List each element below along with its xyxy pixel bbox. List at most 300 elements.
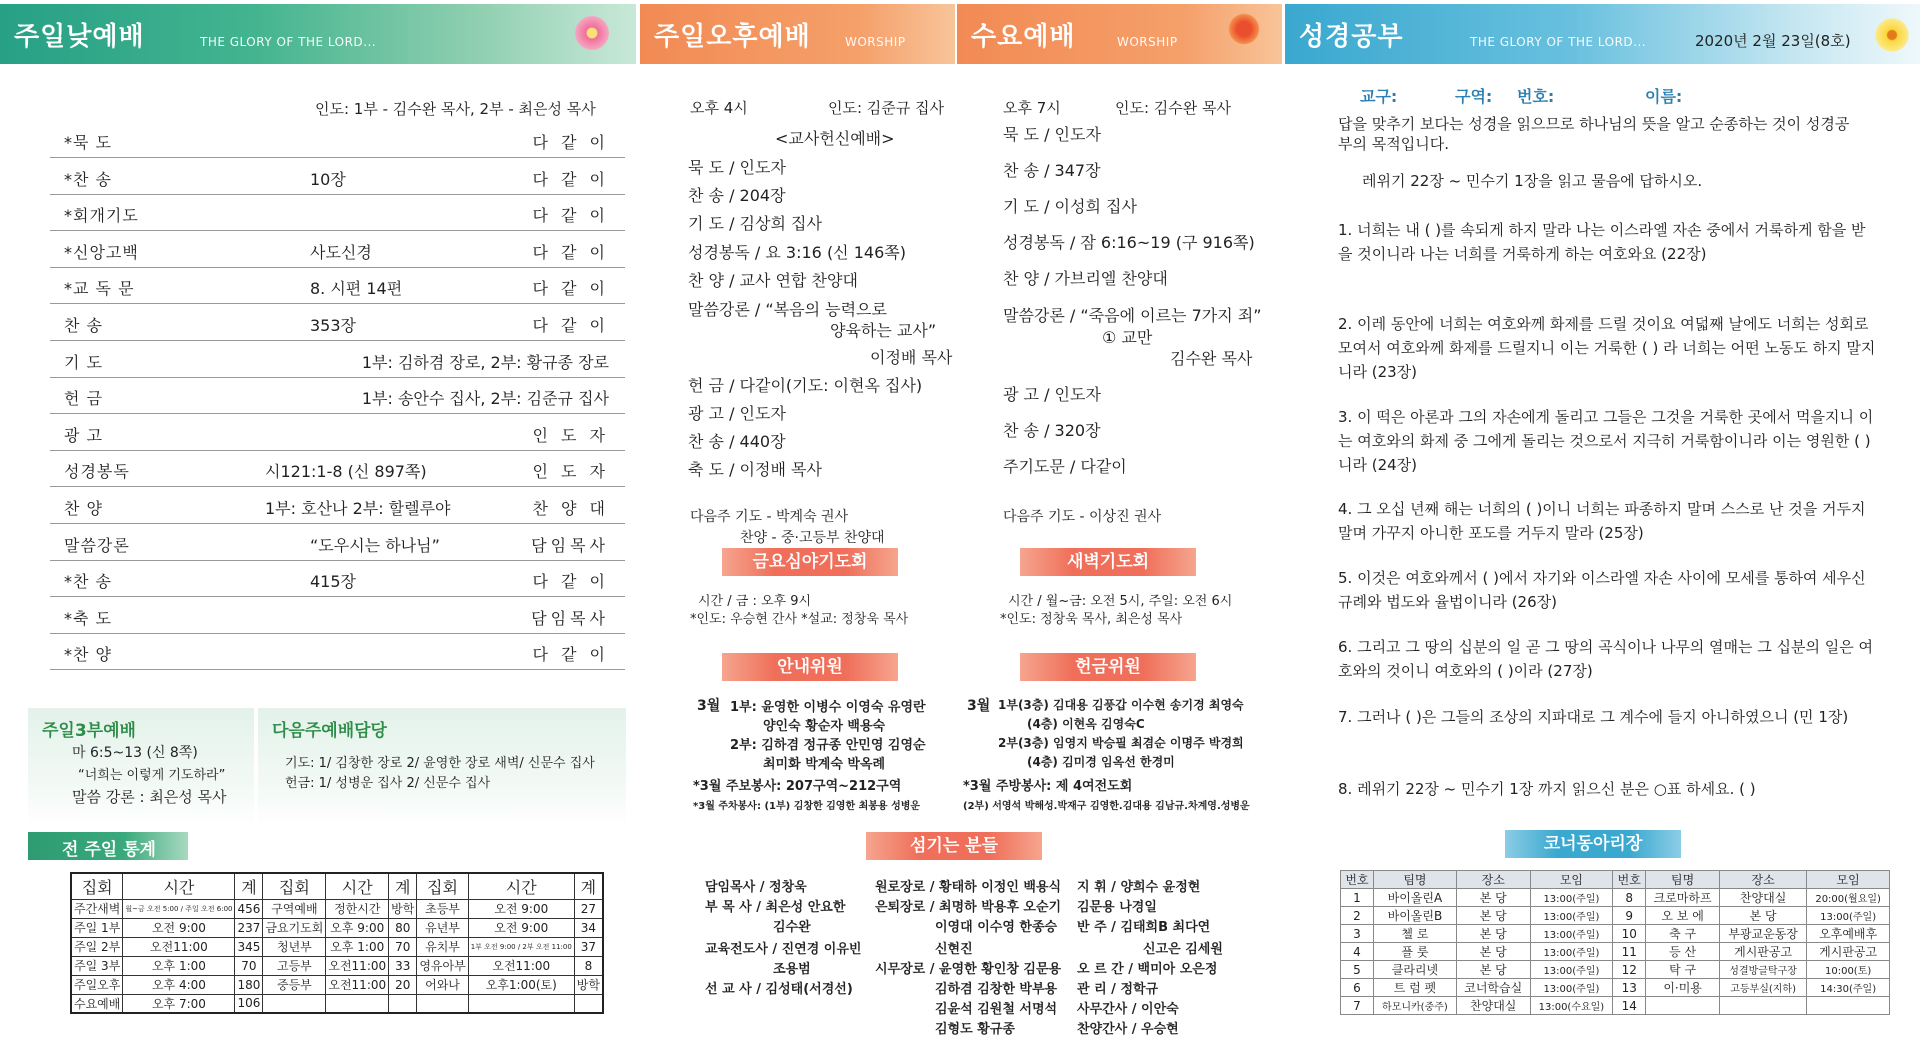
staff-line: 김문용 나경일 (1077, 900, 1157, 915)
wednesday-header (957, 4, 1282, 64)
table-cell: 오후 1:00 (326, 937, 389, 956)
table-cell: 오전 9:00 (468, 918, 574, 937)
stats-table (70, 872, 604, 1014)
staff-line: 선 교 사 / 김성태(서경선) (705, 982, 853, 997)
order-person: 다 같 이 (532, 206, 609, 226)
table-cell: 70 (235, 956, 263, 975)
table-row (1341, 997, 1890, 1015)
table-cell: 주일 2부 (71, 937, 123, 956)
clubs-header: 팀명 (1646, 871, 1720, 889)
order-item: *교 독 문 (64, 279, 135, 299)
next-week-offering: 헌금: 1/ 성병운 집사 2/ 신문수 집사 (285, 776, 491, 791)
stats-header: 시간 (123, 873, 235, 899)
clubs-header: 장소 (1456, 871, 1530, 889)
wed-next-prayer: 다음주 기도 - 이상진 권사 (1003, 509, 1162, 525)
table-cell: 70 (389, 937, 417, 956)
table-row (1341, 943, 1890, 961)
order-line: 축 도 / 이정배 목사 (688, 460, 822, 479)
table-cell: 고등부실(지하) (1719, 979, 1806, 997)
order-item: 헌 금 (64, 389, 103, 409)
table-cell: 첼 로 (1374, 925, 1457, 943)
table-cell: 오전 9:00 (468, 899, 574, 918)
next-week-prayer: 기도: 1/ 김창한 장로 2/ 윤영한 장로 새벽/ 신문수 집사 (285, 756, 595, 771)
table-cell: 플 룻 (1374, 943, 1457, 961)
table-cell: 오전11:00 (123, 937, 235, 956)
friday-time: 시간 / 금 : 오후 9시 (698, 594, 812, 609)
flower-icon (575, 16, 609, 50)
table-cell: 4 (1341, 943, 1374, 961)
table-cell: 13:00(주일) (1530, 943, 1613, 961)
wednesday-subtitle: WORSHIP (1117, 35, 1178, 49)
staff-line: 김형도 황규종 (935, 1022, 1015, 1037)
order-person: 다 같 이 (532, 242, 609, 262)
table-cell: 345 (235, 937, 263, 956)
table-cell: 크로마하프 (1646, 889, 1720, 907)
table-cell: 12 (1613, 961, 1646, 979)
clubs-table (1340, 870, 1890, 1015)
table-cell: 13:00(주일) (1530, 961, 1613, 979)
table-cell: 주간새벽 (71, 899, 123, 918)
table-cell (1719, 997, 1806, 1015)
offering-month: 3월 (967, 698, 991, 714)
sunday-pm-header (640, 4, 955, 64)
table-cell: 정한시간 (326, 899, 389, 918)
order-row (50, 561, 625, 597)
study-question: 3. 이 떡은 아론과 그의 자손에게 돌리고 그들은 그것을 거룩한 곳에서 먹을지니 이는 여호와의 화제 중 그에게 돌리는 것으로서 지극히 거룩함이니라 이는 영원한 ( )니라 (24장) (1338, 408, 1874, 474)
table-cell: 탁 구 (1646, 961, 1720, 979)
order-item: *찬 송 (64, 169, 112, 189)
friday-title: 금요심야기도회 (722, 548, 898, 576)
stats-title: 전 주일 통계 (62, 840, 156, 860)
order-line: 찬 양 / 가브리엘 찬양대 (1003, 269, 1168, 288)
order-row (50, 268, 625, 304)
bible-header (1285, 4, 1920, 64)
order-item: 찬 송 (64, 316, 103, 335)
order-person: 다 같 이 (532, 133, 609, 152)
table-cell: 2 (1341, 907, 1374, 925)
study-question: 2. 이레 동안에 너희는 여호와께 화제를 드릴 것이요 여덟째 날에도 너희는 성회로 모여서 여호와께 화제를 드릴지니 이는 거룩한 ( ) 라 너희는 어떤 노동도 하지 말지니라 (23장) (1338, 315, 1876, 381)
order-line: 찬 송 / 320장 (1003, 421, 1101, 440)
table-cell: 오후 4:00 (123, 975, 235, 994)
table-cell (1807, 997, 1890, 1015)
table-cell: 13:00(주일) (1530, 979, 1613, 997)
table-cell: 본 당 (1456, 961, 1530, 979)
order-row (50, 342, 625, 378)
order-item: *축 도 (64, 608, 112, 628)
table-cell: 13:00(주일) (1530, 925, 1613, 943)
order-detail: “도우시는 하나님” (310, 535, 440, 555)
order-item: 찬 양 (64, 499, 103, 518)
third-service-preacher: 말씀 강론 : 최은성 목사 (72, 788, 227, 806)
table-cell: 8 (1613, 889, 1646, 907)
staff-line: 원로장로 / 황태하 이정인 백용식 (875, 880, 1062, 895)
order-item: 말씀강론 (64, 535, 130, 555)
wed-time: 오후 7시 (1003, 99, 1061, 117)
table-cell: 80 (389, 918, 417, 937)
table-row (71, 918, 603, 937)
table-cell: 등 산 (1646, 943, 1720, 961)
table-cell: 찬양대실 (1456, 997, 1530, 1015)
sunday-header (0, 4, 636, 64)
order-row (50, 378, 625, 414)
table-cell (468, 994, 574, 1013)
table-cell: 이·미용 (1646, 979, 1720, 997)
staff-line: 관 리 / 정학규 (1077, 982, 1159, 997)
staff-line: 오 르 간 / 백미아 오은정 (1077, 962, 1218, 977)
staff-title: 섬기는 분들 (866, 832, 1042, 860)
guide-line-4: 최미화 박계숙 박옥례 (763, 757, 886, 772)
sunday-title: 주일낮예배 (14, 22, 145, 52)
table-cell: 33 (389, 956, 417, 975)
table-cell: 오 보 에 (1646, 907, 1720, 925)
staff-line: 반 주 / 김태희B 최다연 (1077, 920, 1211, 935)
order-item: *찬 양 (64, 645, 112, 665)
staff-line: 교육전도사 / 진연경 이유빈 (705, 942, 862, 957)
table-cell: 오전 9:00 (123, 918, 235, 937)
table-cell: 10:00(토) (1807, 961, 1890, 979)
maple-leaf-icon (1227, 12, 1261, 46)
order-line: 말씀강론 / “복음의 능력으로 (688, 300, 887, 319)
order-line: 찬 송 / 440장 (688, 432, 786, 451)
order-item: *찬 송 (64, 572, 112, 592)
order-line: 묵 도 / 인도자 (688, 158, 786, 177)
table-cell: 유년부 (417, 918, 468, 937)
guide-title: 안내위원 (722, 653, 898, 681)
order-line: ① 교만 (1102, 328, 1153, 347)
table-cell: 오전11:00 (326, 956, 389, 975)
order-line: 성경봉독 / 요 3:16 (신 146쪽) (688, 243, 906, 262)
sunday-pm-subtitle: WORSHIP (845, 35, 906, 49)
table-row (71, 937, 603, 956)
table-cell: 트 럼 펫 (1374, 979, 1457, 997)
table-cell: 13:00(주일) (1530, 889, 1613, 907)
table-cell: 237 (235, 918, 263, 937)
staff-line: 김수완 (773, 920, 811, 935)
order-row (50, 598, 625, 634)
table-cell: 13:00(주일) (1530, 907, 1613, 925)
order-detail: 10장 (310, 169, 346, 189)
order-item: 성경봉독 (64, 462, 130, 482)
offering-line-3: 2부(3층) 임영지 박승필 최겸순 이명주 박경희 (998, 736, 1244, 750)
study-question: 6. 그리고 그 땅의 십분의 일 곧 그 땅의 곡식이나 나무의 열매는 그 십분의 일은 여호와의 것이니 여호와의 ( )이라 (27장) (1338, 638, 1874, 680)
stats-header: 집회 (417, 873, 468, 899)
order-item: 광 고 (64, 425, 103, 445)
table-cell: 방학 (389, 899, 417, 918)
flower-icon (1875, 18, 1909, 52)
order-person: 담임목사 (531, 608, 609, 628)
table-cell: 주일 3부 (71, 956, 123, 975)
pm-leader: 인도: 김준규 집사 (828, 99, 945, 117)
table-cell (417, 994, 468, 1013)
table-row (1341, 889, 1890, 907)
table-row (1341, 979, 1890, 997)
sunday-leaders: 인도: 1부 - 김수완 목사, 2부 - 최은성 목사 (315, 100, 596, 118)
table-cell: 금요기도회 (263, 918, 326, 937)
staff-line: 신고은 김세원 (1143, 942, 1223, 957)
order-row (50, 195, 625, 231)
table-cell: 고등부 (263, 956, 326, 975)
table-cell: 클라리넷 (1374, 961, 1457, 979)
table-cell: 바이올린A (1374, 889, 1457, 907)
friday-leaders: *인도: 우승현 간사 *설교: 정창욱 목사 (690, 612, 909, 627)
table-cell: 106 (235, 994, 263, 1013)
table-cell: 초등부 (417, 899, 468, 918)
order-person: 다 같 이 (532, 279, 609, 299)
table-cell: 오후 1:00 (123, 956, 235, 975)
table-cell: 6 (1341, 979, 1374, 997)
order-detail: 8. 시편 14편 (310, 279, 403, 299)
table-cell (389, 994, 417, 1013)
study-intro: 답을 맞추기 보다는 성경을 읽으므로 하나님의 뜻을 알고 순종하는 것이 성경공부의 목적입니다. (1338, 115, 1850, 153)
table-cell (263, 994, 326, 1013)
staff-line: 조용범 (773, 962, 811, 977)
staff-line: 이영대 이수영 한종승 (935, 920, 1058, 935)
order-person: 다 같 이 (532, 169, 609, 189)
study-field-label: 구역: (1455, 87, 1493, 106)
study-range: 레위기 22장 ~ 민수기 1장을 읽고 물음에 답하시오. (1362, 172, 1703, 190)
table-cell (326, 994, 389, 1013)
order-detail: 1부: 호산나 2부: 할렐루야 (265, 499, 451, 518)
order-row (50, 122, 625, 158)
pm-next-prayer: 다음주 기도 - 박계숙 권사 (690, 509, 849, 525)
order-detail: 415장 (310, 572, 356, 592)
study-field-label: 교구: (1360, 87, 1398, 106)
table-cell: 본 당 (1456, 889, 1530, 907)
order-item: *신앙고백 (64, 242, 139, 262)
order-detail: 1부: 송안수 집사, 2부: 김준규 집사 (361, 389, 609, 409)
order-person: 다 같 이 (532, 316, 609, 335)
table-cell: 1부 오전 9:00 / 2부 오전 11:00 (468, 937, 574, 956)
table-row (71, 994, 603, 1013)
offering-line-1: 1부(3층) 김대용 김풍갑 이수현 송기경 최영숙 (998, 698, 1244, 712)
kitchen-service: *3월 주방봉사: 제 4여전도회 (963, 779, 1133, 794)
dawn-leaders: *인도: 정창욱 목사, 최은성 목사 (1000, 612, 1183, 627)
table-row (71, 975, 603, 994)
order-line: 묵 도 / 인도자 (1003, 125, 1101, 144)
table-cell: 주일오후 (71, 975, 123, 994)
guide-line-1: 1부: 윤영한 이병수 이영숙 유영란 (730, 700, 926, 715)
pm-next-choir: 찬양 - 중·고등부 찬양대 (740, 530, 885, 546)
kitchen-service-members: (2부) 서영석 박해성.박재구 김영한.김대용 김남규.차계영.성병운 (963, 801, 1250, 812)
table-cell: 영유아부 (417, 956, 468, 975)
sunday-subtitle: THE GLORY OF THE LORD... (200, 35, 377, 49)
third-service-sermon: “너희는 이렇게 기도하라” (78, 768, 226, 783)
table-cell: 게시판공고 (1807, 943, 1890, 961)
clubs-header: 모임 (1807, 871, 1890, 889)
third-service-verse: 마 6:5~13 (신 8쪽) (72, 745, 198, 761)
table-cell: 유치부 (417, 937, 468, 956)
table-cell: 13 (1613, 979, 1646, 997)
bible-title: 성경공부 (1299, 22, 1404, 52)
table-cell: 20 (389, 975, 417, 994)
table-cell: 오후1:00(토) (468, 975, 574, 994)
table-cell: 본 당 (1719, 907, 1806, 925)
table-cell: 월~금 오전 5:00 / 주일 오전 6:00 (123, 899, 235, 918)
order-row (50, 634, 625, 670)
table-cell: 20:00(월요일) (1807, 889, 1890, 907)
table-cell: 37 (574, 937, 603, 956)
staff-line: 김하겸 김창한 박부용 (935, 982, 1058, 997)
stats-header: 집회 (263, 873, 326, 899)
table-cell: 14:30(주일) (1807, 979, 1890, 997)
offering-line-2: (4층) 이현옥 김영숙C (1027, 717, 1145, 731)
table-cell: 5 (1341, 961, 1374, 979)
table-cell: 456 (235, 899, 263, 918)
staff-line: 담임목사 / 정창욱 (705, 880, 807, 895)
sunday-pm-title: 주일오후예배 (654, 22, 811, 52)
order-line: 주기도문 / 다같이 (1003, 457, 1127, 476)
order-person: 다 같 이 (532, 572, 609, 592)
order-row (50, 159, 625, 195)
order-line: 이정배 목사 (870, 348, 953, 367)
table-row (71, 956, 603, 975)
table-cell: 11 (1613, 943, 1646, 961)
table-row (1341, 907, 1890, 925)
table-cell: 방학 (574, 975, 603, 994)
pm-time: 오후 4시 (690, 99, 748, 117)
stats-header: 계 (235, 873, 263, 899)
table-cell: 어와나 (417, 975, 468, 994)
staff-line: 지 휘 / 양희수 윤정현 (1077, 880, 1201, 895)
table-cell: 코너학습실 (1456, 979, 1530, 997)
order-line: 성경봉독 / 잠 6:16~19 (구 916쪽) (1003, 233, 1255, 252)
table-cell: 부광교운동장 (1719, 925, 1806, 943)
clubs-header: 모임 (1530, 871, 1613, 889)
order-line: 기 도 / 김상희 집사 (688, 214, 822, 233)
table-cell: 청년부 (263, 937, 326, 956)
table-cell: 14 (1613, 997, 1646, 1015)
table-cell: 9 (1613, 907, 1646, 925)
table-row (1341, 925, 1890, 943)
bible-subtitle: THE GLORY OF THE LORD... (1470, 35, 1647, 49)
table-cell: 축 구 (1646, 925, 1720, 943)
table-cell: 본 당 (1456, 907, 1530, 925)
order-person: 인 도 자 (532, 425, 609, 445)
table-cell: 1 (1341, 889, 1374, 907)
order-item: *묵 도 (64, 133, 112, 152)
table-cell: 10 (1613, 925, 1646, 943)
order-detail: 353장 (310, 316, 356, 335)
table-cell: 구역예배 (263, 899, 326, 918)
order-person: 인 도 자 (532, 462, 609, 482)
table-cell: 180 (235, 975, 263, 994)
pm-subtitle: <교사헌신예배> (775, 129, 895, 148)
table-cell: 13:00(주일) (1807, 907, 1890, 925)
order-line: 광 고 / 인도자 (688, 404, 786, 423)
study-field-label: 이름: (1645, 87, 1683, 106)
study-question: 4. 그 오십 년째 해는 너희의 ( )이니 너희는 파종하지 말며 스스로 난 것을 거두지 말며 가꾸지 아니한 포도를 거두지 말라 (25장) (1338, 500, 1866, 542)
table-cell: 오후 9:00 (326, 918, 389, 937)
stats-header: 시간 (468, 873, 574, 899)
table-cell (574, 994, 603, 1013)
table-cell: 오후예배후 (1807, 925, 1890, 943)
study-question: 8. 레위기 22장 ~ 민수기 1장 까지 읽으신 분은 ○표 하세요. ( ) (1338, 780, 1756, 798)
order-line: 광 고 / 인도자 (1003, 385, 1101, 404)
table-cell: 본 당 (1456, 925, 1530, 943)
order-detail: 시121:1-8 (신 897쪽) (265, 462, 427, 482)
guide-line-2: 양인숙 황순자 백용숙 (763, 719, 886, 734)
table-cell: 주일 1부 (71, 918, 123, 937)
study-field-label: 번호: (1517, 87, 1555, 106)
clubs-header: 번호 (1613, 871, 1646, 889)
table-row (1341, 961, 1890, 979)
staff-line: 김윤석 김원철 서명석 (935, 1002, 1058, 1017)
order-detail: 1부: 김하겸 장로, 2부: 황규종 장로 (361, 352, 609, 372)
stats-header: 계 (574, 873, 603, 899)
table-cell: 수요예배 (71, 994, 123, 1013)
order-row (50, 451, 625, 487)
table-cell: 8 (574, 956, 603, 975)
order-line: 찬 송 / 204장 (688, 186, 786, 205)
order-person: 다 같 이 (532, 645, 609, 665)
table-cell: 성결방글탁구장 (1719, 961, 1806, 979)
guide-line-3: 2부: 김하겸 정규종 안민영 김영순 (730, 738, 926, 753)
study-question: 7. 그러나 ( )은 그들의 조상의 지파대로 그 계수에 들지 아니하였으니 (민 1장) (1338, 708, 1849, 726)
order-person: 담임목사 (531, 535, 609, 555)
staff-line: 사무간사 / 이안숙 (1077, 1002, 1179, 1017)
clubs-header: 장소 (1719, 871, 1806, 889)
study-question: 1. 너희는 내 ( )를 속되게 하지 말라 나는 이스라엘 자손 중에서 거룩하게 함을 받을 것이니라 나는 너희를 거룩하게 하는 여호와요 (22장) (1338, 221, 1866, 263)
order-line: 양육하는 교사” (830, 321, 937, 340)
staff-line: 신현진 (935, 942, 973, 957)
order-person: 찬 양 대 (532, 499, 609, 518)
order-row (50, 305, 625, 341)
offering-title: 헌금위원 (1020, 653, 1196, 681)
clubs-header: 번호 (1341, 871, 1374, 889)
table-cell: 27 (574, 899, 603, 918)
stats-header: 계 (389, 873, 417, 899)
guide-month: 3월 (697, 698, 721, 714)
order-row (50, 232, 625, 268)
table-cell: 오전11:00 (326, 975, 389, 994)
order-row (50, 488, 625, 524)
order-line: 김수완 목사 (1170, 349, 1253, 368)
order-row (50, 525, 625, 561)
wed-leader: 인도: 김수완 목사 (1115, 99, 1232, 117)
order-line: 기 도 / 이성희 집사 (1003, 197, 1137, 216)
clubs-header: 팀명 (1374, 871, 1457, 889)
study-question: 5. 이것은 여호와께서 ( )에서 자기와 이스라엘 자손 사이에 모세를 통하여 세우신 규례와 법도와 율법이니라 (26장) (1338, 569, 1866, 611)
dawn-time: 시간 / 월~금: 오전 5시, 주일: 오전 6시 (1008, 594, 1233, 609)
order-detail: 사도신경 (310, 242, 372, 262)
order-line: 찬 양 / 교사 연합 찬양대 (688, 271, 858, 290)
table-cell: 바이올린B (1374, 907, 1457, 925)
dawn-title: 새벽기도회 (1020, 548, 1196, 576)
table-cell (1646, 997, 1720, 1015)
clubs-title: 코너동아리장 (1505, 830, 1681, 858)
next-week-title: 다음주예배담당 (272, 721, 387, 741)
table-cell: 중등부 (263, 975, 326, 994)
bulletin-service: *3월 주보봉사: 207구역~212구역 (693, 779, 902, 794)
table-cell: 찬양대실 (1719, 889, 1806, 907)
staff-line: 시무장로 / 윤영한 황인창 김문용 (875, 962, 1062, 977)
staff-line: 은퇴장로 / 최명하 박용후 오순기 (875, 900, 1062, 915)
offering-line-4: (4층) 김미경 임옥선 한경미 (1027, 755, 1175, 769)
order-line: 헌 금 / 다같이(기도: 이현옥 집사) (688, 376, 923, 395)
table-cell: 오후 7:00 (123, 994, 235, 1013)
parking-service: *3월 주차봉사: (1부) 김창한 김영한 최봉용 성병운 (693, 801, 921, 812)
staff-line: 찬양간사 / 우승현 (1077, 1022, 1179, 1037)
order-line: 말씀강론 / “죽음에 이르는 7가지 죄” (1003, 306, 1262, 325)
bulletin-date: 2020년 2월 23일(8호) (1695, 32, 1851, 50)
order-line: 찬 송 / 347장 (1003, 161, 1101, 180)
table-cell: 34 (574, 918, 603, 937)
staff-line: 부 목 사 / 최은성 안요한 (705, 900, 846, 915)
order-item: 기 도 (64, 352, 103, 372)
third-service-title: 주일3부예배 (42, 721, 136, 741)
table-cell: 게시판공고 (1719, 943, 1806, 961)
table-row (71, 899, 603, 918)
